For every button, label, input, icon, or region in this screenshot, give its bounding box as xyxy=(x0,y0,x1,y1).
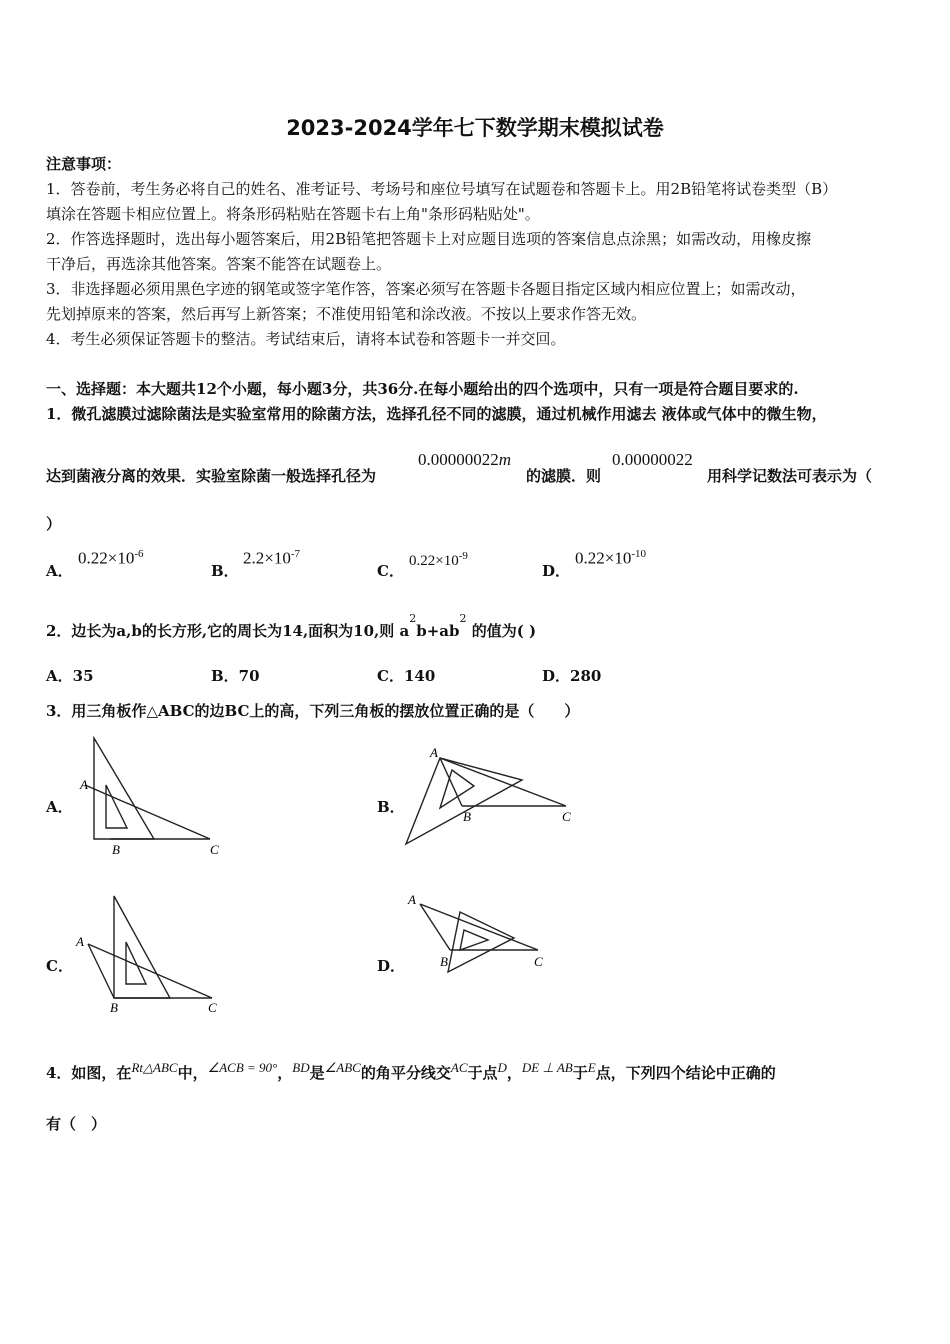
q1-option-c-label[interactable]: C． xyxy=(377,562,404,580)
q1-option-a-value[interactable]: $0.22\times 10^{-6}$ xyxy=(78,548,144,568)
notes-heading: 注意事项： xyxy=(46,155,122,173)
q3-text: 3．用三角板作△ABC的边BC上的高，下列三角板的摆放位置正确的是（ ） xyxy=(46,702,580,720)
vertex-label-b: B xyxy=(463,809,471,824)
q2-option-a[interactable]: A．35 xyxy=(46,667,94,685)
notes-line: 2．作答选择题时，选出每小题答案后，用2B铅笔把答题卡上对应题目选项的答案信息点涂黑；如需改动，用橡皮擦 xyxy=(46,230,812,248)
vertex-label-c: C xyxy=(208,1000,217,1015)
q3-option-a-label[interactable]: A． xyxy=(46,798,73,816)
q1-number-2: 0.00000022 xyxy=(612,450,693,469)
notes-line: 填涂在答题卡相应位置上。将条形码粘贴在答题卡右上角"条形码粘贴处"。 xyxy=(46,205,540,223)
set-square-outer xyxy=(114,896,170,998)
q1-line2-c: 用科学记数法可表示为（ xyxy=(707,467,873,485)
side-ab xyxy=(420,904,450,950)
q3-option-c-label[interactable]: C． xyxy=(46,957,73,975)
vertex-label-a: A xyxy=(408,892,416,907)
q1-line1: 1．微孔滤膜过滤除菌法是实验室常用的除菌方法，选择孔径不同的滤膜，通过机械作用滤去 液体或气体中的微生物， xyxy=(46,405,827,423)
q1-option-d-value[interactable]: $0.22\times 10^{-10}$ xyxy=(575,548,647,568)
notes-line: 4．考生必须保证答题卡的整洁。考试结束后，请将本试卷和答题卡一并交回。 xyxy=(46,330,566,348)
q2-option-b[interactable]: B．70 xyxy=(211,667,260,685)
vertex-label-c: C xyxy=(562,809,571,824)
q1-option-d-label[interactable]: D． xyxy=(542,562,571,580)
q2-option-c[interactable]: C．140 xyxy=(377,667,436,685)
q1-unit: m xyxy=(498,450,512,469)
notes-line: 干净后，再选涂其他答案。答案不能答在试题卷上。 xyxy=(46,255,392,273)
q4-line2: 有（ ） xyxy=(46,1115,107,1133)
q3-option-b-label[interactable]: B． xyxy=(377,798,405,816)
vertex-label-c: C xyxy=(534,954,543,969)
side-ac xyxy=(85,785,210,839)
q3-figure-b[interactable] xyxy=(398,742,588,860)
set-square-outer xyxy=(406,758,522,844)
q3-figure-a[interactable] xyxy=(70,728,230,860)
vertex-label-b: B xyxy=(440,954,448,969)
q1-line2-a: 达到菌液分离的效果．实验室除菌一般选择孔径为 xyxy=(46,467,377,485)
vertex-label-b: B xyxy=(110,1000,118,1015)
q3-figure-c[interactable] xyxy=(74,890,234,1018)
vertex-label-a: A xyxy=(430,745,438,760)
set-square-inner xyxy=(460,930,488,950)
q1-close-paren: ） xyxy=(46,515,62,533)
q2-text: 2．边长为a,b的长方形,它的周长为14,面积为10,则 $a^2b+ab^2$ 的值为( ) xyxy=(46,612,537,640)
q1-option-b-value[interactable]: $2.2\times 10^{-7}$ xyxy=(243,548,301,568)
q2-option-d[interactable]: D．280 xyxy=(542,667,602,685)
q1-number-1: 0.00000022m xyxy=(418,450,512,469)
page-title: 2023-2024学年七下数学期末模拟试卷 xyxy=(286,116,664,140)
vertex-label-a: A xyxy=(76,934,84,949)
side-ab xyxy=(88,944,114,998)
section-heading: 一、选择题：本大题共12个小题，每小题3分，共36分.在每小题给出的四个选项中，只有一项是符合题目要求的. xyxy=(46,380,799,398)
q1-line2-b: 的滤膜．则 xyxy=(526,467,602,485)
q3-figure-d[interactable] xyxy=(402,890,572,986)
q4-text: 4．如图，在Rt△ABC中，∠ACB = 90°，BD是∠ABC的角平分线交AC于点D，DE ⊥ AB于E点，下列四个结论中正确的 xyxy=(46,1060,776,1082)
notes-line: 1．答卷前，考生务必将自己的姓名、准考证号、考场号和座位号填写在试题卷和答题卡上。用2B铅笔将试卷类型（B） xyxy=(46,180,838,198)
notes-line: 先划掉原来的答案，然后再写上新答案；不准使用铅笔和涂改液。不按以上要求作答无效。 xyxy=(46,305,647,323)
vertex-label-b: B xyxy=(112,842,120,857)
set-square-inner xyxy=(440,770,474,808)
vertex-label-c: C xyxy=(210,842,219,857)
notes-line: 3．非选择题必须用黑色字迹的钢笔或签字笔作答，答案必须写在答题卡各题目指定区域内相应位置上；如需改动， xyxy=(46,280,806,298)
side-ac xyxy=(88,944,212,998)
vertex-label-a: A xyxy=(80,777,88,792)
q3-option-d-label[interactable]: D． xyxy=(377,957,406,975)
q1-option-a-label[interactable]: A． xyxy=(46,562,73,580)
set-square-inner xyxy=(106,785,127,828)
q1-option-c-value[interactable]: $0.22\times 10^{-9}$ xyxy=(409,550,468,569)
set-square-outer xyxy=(94,738,154,839)
q1-option-b-label[interactable]: B． xyxy=(211,562,239,580)
